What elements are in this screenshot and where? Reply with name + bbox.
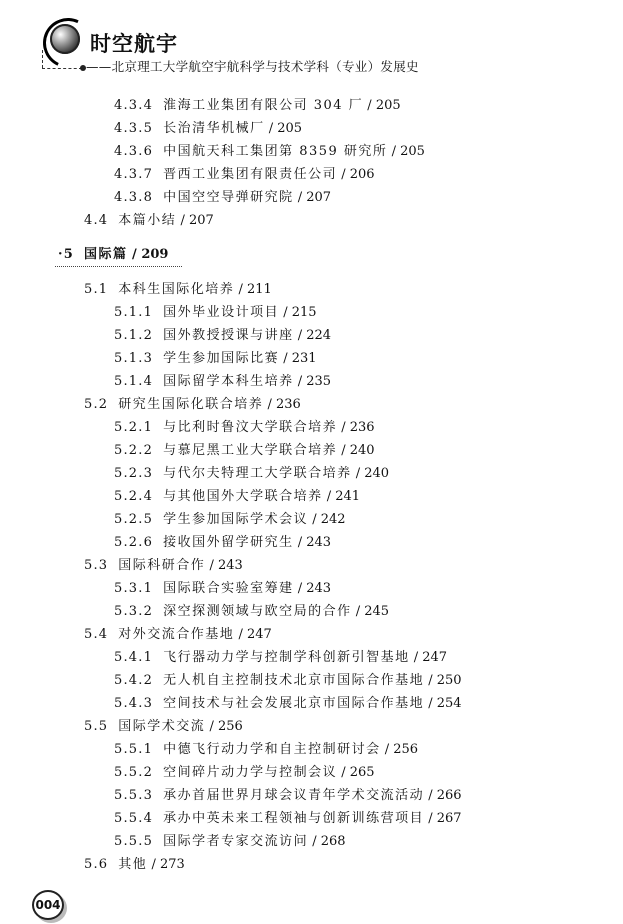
book-subtitle: ——北京理工大学航空宇航科学与技术学科（专业）发展史 bbox=[86, 59, 419, 74]
toc-entry: 4.3.7 晋西工业集团有限责任公司 / 206 bbox=[114, 167, 375, 182]
header-decor-line bbox=[42, 50, 43, 68]
toc-section-entry: 5.4 对外交流合作基地 / 247 bbox=[84, 627, 272, 642]
toc-entry: 5.4.1 飞行器动力学与控制学科创新引智基地 / 247 bbox=[114, 650, 448, 665]
toc-entry: 4.3.5 长治清华机械厂 / 205 bbox=[114, 121, 303, 136]
toc-entry: 5.3.1 国际联合实验室筹建 / 243 bbox=[114, 581, 332, 596]
toc-chapter-entry: ·5 国际篇 / 209 bbox=[58, 247, 169, 262]
toc-entry: 5.2.5 学生参加国际学术会议 / 242 bbox=[114, 512, 346, 527]
toc-section-entry: 5.3 国际科研合作 / 243 bbox=[84, 558, 243, 573]
toc-entry: 5.1.2 国外教授授课与讲座 / 224 bbox=[114, 328, 332, 343]
toc-entry: 5.2.1 与比利时鲁汶大学联合培养 / 236 bbox=[114, 420, 375, 435]
toc-section-entry: 5.6 其他 / 273 bbox=[84, 857, 185, 872]
toc-entry: 4.3.6 中国航天科工集团第 8359 研究所 / 205 bbox=[114, 144, 425, 159]
toc-section-entry: 5.2 研究生国际化联合培养 / 236 bbox=[84, 397, 301, 412]
toc-entry: 5.5.2 空间碎片动力学与控制会议 / 265 bbox=[114, 765, 375, 780]
chapter-divider bbox=[55, 266, 182, 267]
book-title: 时空航宇 bbox=[90, 32, 178, 56]
toc-section-entry: 4.4 本篇小结 / 207 bbox=[84, 213, 214, 228]
toc-entry: 4.3.4 淮海工业集团有限公司 304 厂 / 205 bbox=[114, 98, 401, 113]
toc-entry: 5.2.4 与其他国外大学联合培养 / 241 bbox=[114, 489, 361, 504]
toc-entry: 5.5.1 中德飞行动力学和自主控制研讨会 / 256 bbox=[114, 742, 419, 757]
toc-entry: 5.2.6 接收国外留学研究生 / 243 bbox=[114, 535, 332, 550]
toc-entry: 5.1.1 国外毕业设计项目 / 215 bbox=[114, 305, 317, 320]
toc-entry: 5.1.3 学生参加国际比赛 / 231 bbox=[114, 351, 317, 366]
toc-entry: 5.5.3 承办首届世界月球会议青年学术交流活动 / 266 bbox=[114, 788, 462, 803]
header-decor-dot bbox=[80, 65, 86, 71]
toc-section-entry: 5.1 本科生国际化培养 / 211 bbox=[84, 282, 272, 297]
toc-entry: 5.3.2 深空探测领域与欧空局的合作 / 245 bbox=[114, 604, 390, 619]
page-header bbox=[0, 0, 623, 80]
toc-entry: 5.1.4 国际留学本科生培养 / 235 bbox=[114, 374, 332, 389]
toc-section-entry: 5.5 国际学术交流 / 256 bbox=[84, 719, 243, 734]
toc-entry: 4.3.8 中国空空导弹研究院 / 207 bbox=[114, 190, 332, 205]
toc-entry: 5.4.3 空间技术与社会发展北京市国际合作基地 / 254 bbox=[114, 696, 462, 711]
toc-entry: 5.5.4 承办中英未来工程领袖与创新训练营项目 / 267 bbox=[114, 811, 462, 826]
toc-entry: 5.2.3 与代尔夫特理工大学联合培养 / 240 bbox=[114, 466, 390, 481]
toc-entry: 5.5.5 国际学者专家交流访问 / 268 bbox=[114, 834, 346, 849]
globe-logo-icon bbox=[50, 24, 80, 54]
toc-entry: 5.2.2 与慕尼黑工业大学联合培养 / 240 bbox=[114, 443, 375, 458]
header-decor-line bbox=[42, 68, 82, 69]
page-number: 004 bbox=[32, 890, 64, 920]
toc-entry: 5.4.2 无人机自主控制技术北京市国际合作基地 / 250 bbox=[114, 673, 462, 688]
